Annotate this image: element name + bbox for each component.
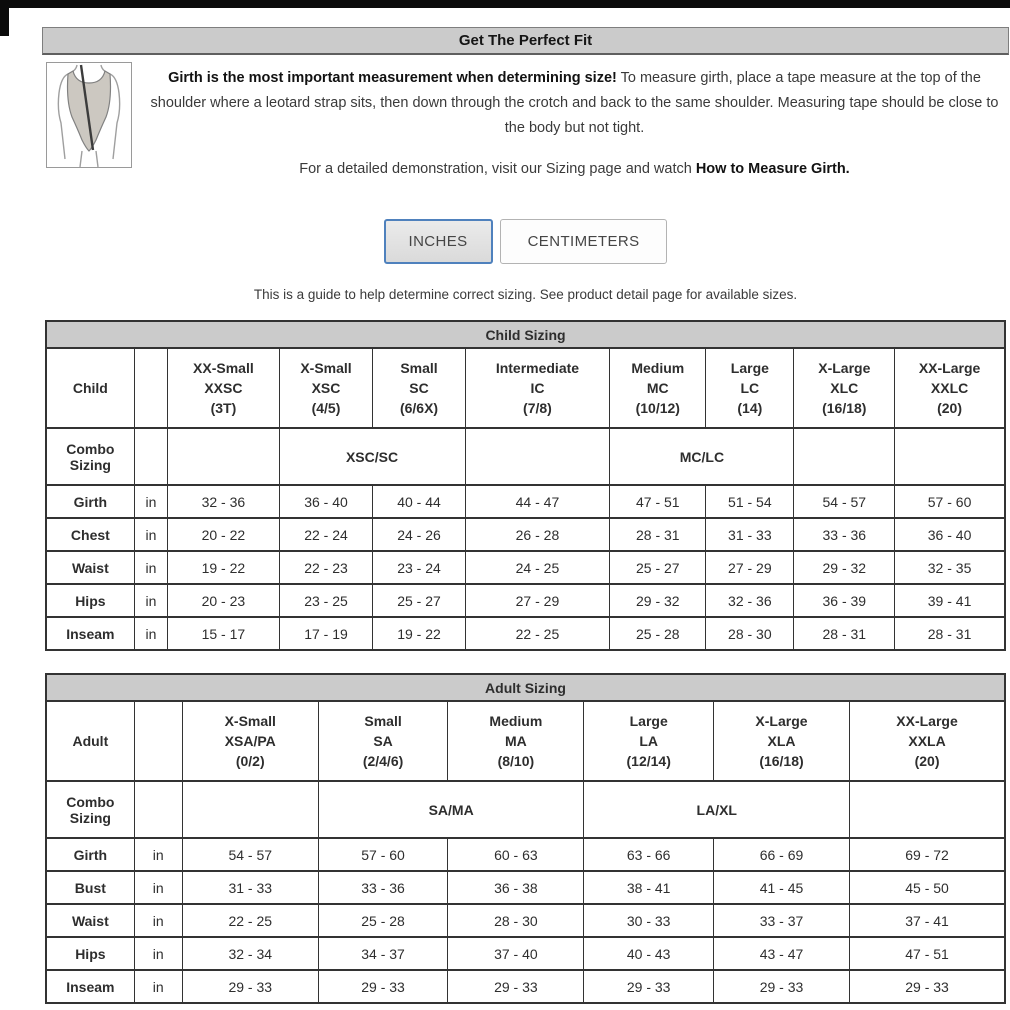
size-code: MA <box>504 733 527 749</box>
adult-table-unit-header <box>134 701 182 781</box>
size-range: (14) <box>737 400 763 416</box>
value-cell: 32 - 36 <box>706 584 794 617</box>
value-cell: 47 - 51 <box>850 937 1005 970</box>
value-cell: 54 - 57 <box>182 838 318 871</box>
unit-cell: in <box>134 838 182 871</box>
size-code: XXLA <box>908 733 946 749</box>
size-name: Medium <box>489 713 543 729</box>
value-cell: 63 - 66 <box>584 838 713 871</box>
value-cell: 44 - 47 <box>465 485 610 518</box>
value-cell: 29 - 32 <box>794 551 895 584</box>
combo-sizing-label: Combo Sizing <box>46 781 134 838</box>
adult-table-title: Adult Sizing <box>46 674 1005 701</box>
measure-row-label: Waist <box>46 904 134 937</box>
unit-cell: in <box>134 584 168 617</box>
unit-cell: in <box>134 518 168 551</box>
intro-text <box>132 62 1009 177</box>
value-cell: 36 - 38 <box>448 871 584 904</box>
size-name: X-Large <box>818 360 871 376</box>
value-cell: 22 - 25 <box>465 617 610 650</box>
measure-row-label: Hips <box>46 937 134 970</box>
value-cell: 37 - 40 <box>448 937 584 970</box>
size-code: LC <box>740 380 760 396</box>
size-name: X-Small <box>300 360 352 376</box>
size-range: (12/14) <box>626 753 671 769</box>
size-range: (8/10) <box>497 753 535 769</box>
size-code: LA <box>639 733 659 749</box>
size-column-header <box>318 701 447 781</box>
value-cell: 29 - 32 <box>610 584 706 617</box>
unit-cell: in <box>134 485 168 518</box>
value-cell: 51 - 54 <box>706 485 794 518</box>
size-range: (20) <box>914 753 940 769</box>
demo-note-bold: How to Measure Girth. <box>695 161 850 177</box>
value-cell: 20 - 22 <box>168 518 279 551</box>
combo-unit-cell <box>134 781 182 838</box>
value-cell: 34 - 37 <box>318 937 447 970</box>
size-column-header <box>448 701 584 781</box>
size-name: Intermediate <box>495 360 580 376</box>
size-code: XXLC <box>930 380 969 396</box>
value-cell: 31 - 33 <box>706 518 794 551</box>
value-cell: 24 - 25 <box>465 551 610 584</box>
guide-note: This is a guide to help determine correct sizing. See product detail page for available sizes. <box>253 287 798 302</box>
value-cell: 33 - 36 <box>794 518 895 551</box>
combo-sizing-label: Combo Sizing <box>46 428 134 485</box>
value-cell: 36 - 39 <box>794 584 895 617</box>
value-cell: 22 - 25 <box>182 904 318 937</box>
size-range: (7/8) <box>523 400 552 416</box>
girth-instructions <box>140 66 1009 141</box>
size-column-header <box>279 348 373 428</box>
value-cell: 28 - 30 <box>448 904 584 937</box>
size-range: (20) <box>937 400 963 416</box>
combo-empty-cell <box>182 781 318 838</box>
value-cell: 54 - 57 <box>794 485 895 518</box>
unit-cell: in <box>134 551 168 584</box>
value-cell: 43 - 47 <box>713 937 849 970</box>
size-column-header <box>168 348 279 428</box>
combo-empty-cell <box>850 781 1005 838</box>
value-cell: 28 - 31 <box>794 617 895 650</box>
size-range: (3T) <box>210 400 237 416</box>
value-cell: 22 - 24 <box>279 518 373 551</box>
value-cell: 29 - 33 <box>850 970 1005 1003</box>
measure-row-label: Bust <box>46 871 134 904</box>
value-cell: 17 - 19 <box>279 617 373 650</box>
value-cell: 30 - 33 <box>584 904 713 937</box>
size-column-header <box>610 348 706 428</box>
value-cell: 28 - 31 <box>610 518 706 551</box>
girth-instructions-rest: To measure girth, place a tape measure at the top of the shoulder where a leotard strap sits, then down through the crotch and back to the same shoulder. Measuring tape should be close to the body but not tight. <box>150 70 999 136</box>
intro-section <box>42 62 1009 177</box>
value-cell: 28 - 31 <box>895 617 1005 650</box>
size-column-header <box>465 348 610 428</box>
combo-cell: MC/LC <box>610 428 794 485</box>
value-cell: 41 - 45 <box>713 871 849 904</box>
combo-empty-cell <box>465 428 610 485</box>
size-name: Medium <box>631 360 685 376</box>
value-cell: 29 - 33 <box>182 970 318 1003</box>
value-cell: 40 - 44 <box>373 485 465 518</box>
size-column-header <box>794 348 895 428</box>
value-cell: 27 - 29 <box>465 584 610 617</box>
centimeters-button[interactable]: CENTIMETERS <box>500 219 668 264</box>
leotard-measurement-icon <box>46 62 132 168</box>
value-cell: 38 - 41 <box>584 871 713 904</box>
size-column-header <box>182 701 318 781</box>
screen-edge-left <box>0 0 9 36</box>
measure-row-label: Waist <box>46 551 134 584</box>
size-range: (0/2) <box>235 753 265 769</box>
measure-row-label: Hips <box>46 584 134 617</box>
combo-cell: SA/MA <box>318 781 584 838</box>
size-name: XX-Large <box>918 360 981 376</box>
value-cell: 27 - 29 <box>706 551 794 584</box>
value-cell: 69 - 72 <box>850 838 1005 871</box>
value-cell: 36 - 40 <box>895 518 1005 551</box>
value-cell: 57 - 60 <box>895 485 1005 518</box>
size-name: Small <box>364 713 402 729</box>
value-cell: 33 - 36 <box>318 871 447 904</box>
size-name: X-Small <box>224 713 276 729</box>
size-column-header <box>850 701 1005 781</box>
value-cell: 32 - 35 <box>895 551 1005 584</box>
value-cell: 19 - 22 <box>168 551 279 584</box>
value-cell: 29 - 33 <box>318 970 447 1003</box>
measure-row-label: Chest <box>46 518 134 551</box>
child-sizing-table <box>45 320 1006 651</box>
combo-empty-cell <box>168 428 279 485</box>
size-code: XLC <box>830 380 859 396</box>
value-cell: 23 - 24 <box>373 551 465 584</box>
size-name: X-Large <box>755 713 808 729</box>
value-cell: 32 - 36 <box>168 485 279 518</box>
value-cell: 22 - 23 <box>279 551 373 584</box>
size-code: SA <box>373 733 393 749</box>
value-cell: 29 - 33 <box>584 970 713 1003</box>
unit-cell: in <box>134 937 182 970</box>
size-column-header <box>584 701 713 781</box>
unit-cell: in <box>134 904 182 937</box>
leotard-figure-svg <box>47 63 131 167</box>
value-cell: 20 - 23 <box>168 584 279 617</box>
sizing-guide-page <box>42 27 1009 1004</box>
measure-row-label: Inseam <box>46 970 134 1003</box>
size-range: (16/18) <box>822 400 867 416</box>
value-cell: 15 - 17 <box>168 617 279 650</box>
value-cell: 40 - 43 <box>584 937 713 970</box>
size-code: XSA/PA <box>224 733 276 749</box>
value-cell: 45 - 50 <box>850 871 1005 904</box>
size-name: Small <box>400 360 438 376</box>
child-table-unit-header <box>134 348 168 428</box>
combo-empty-cell <box>895 428 1005 485</box>
combo-cell: LA/XL <box>584 781 850 838</box>
child-table-title: Child Sizing <box>46 321 1005 348</box>
size-name: Large <box>730 360 769 376</box>
size-range: (2/4/6) <box>362 753 404 769</box>
measure-row-label: Girth <box>46 485 134 518</box>
child-table-row-header: Child <box>46 348 134 428</box>
unit-toggle <box>42 219 1009 264</box>
adult-sizing-table <box>45 673 1006 1004</box>
size-code: SC <box>409 380 429 396</box>
value-cell: 19 - 22 <box>373 617 465 650</box>
size-code: XSC <box>311 380 341 396</box>
value-cell: 47 - 51 <box>610 485 706 518</box>
value-cell: 57 - 60 <box>318 838 447 871</box>
demo-note-prefix: For a detailed demonstration, visit our Sizing page and watch <box>299 161 696 177</box>
value-cell: 25 - 28 <box>318 904 447 937</box>
value-cell: 39 - 41 <box>895 584 1005 617</box>
combo-cell: XSC/SC <box>279 428 465 485</box>
value-cell: 29 - 33 <box>448 970 584 1003</box>
size-column-header <box>706 348 794 428</box>
value-cell: 25 - 28 <box>610 617 706 650</box>
value-cell: 37 - 41 <box>850 904 1005 937</box>
value-cell: 32 - 34 <box>182 937 318 970</box>
page-title: Get The Perfect Fit <box>42 27 1009 55</box>
girth-instructions-bold: Girth is the most important measurement when determining size! <box>168 70 617 86</box>
demo-note <box>140 161 1009 177</box>
value-cell: 25 - 27 <box>610 551 706 584</box>
size-range: (10/12) <box>635 400 680 416</box>
measure-row-label: Inseam <box>46 617 134 650</box>
size-name: XX-Large <box>896 713 958 729</box>
value-cell: 60 - 63 <box>448 838 584 871</box>
inches-button[interactable]: INCHES <box>384 219 493 264</box>
value-cell: 29 - 33 <box>713 970 849 1003</box>
value-cell: 28 - 30 <box>706 617 794 650</box>
size-code: XLA <box>767 733 796 749</box>
screen-edge-top <box>0 0 1010 8</box>
size-code: IC <box>530 380 545 396</box>
value-cell: 33 - 37 <box>713 904 849 937</box>
combo-empty-cell <box>794 428 895 485</box>
unit-cell: in <box>134 970 182 1003</box>
size-range: (16/18) <box>759 753 804 769</box>
unit-cell: in <box>134 617 168 650</box>
value-cell: 66 - 69 <box>713 838 849 871</box>
size-name: Large <box>629 713 668 729</box>
measure-row-label: Girth <box>46 838 134 871</box>
size-code: MC <box>646 380 669 396</box>
size-column-header <box>895 348 1005 428</box>
size-range: (6/6X) <box>399 400 439 416</box>
value-cell: 26 - 28 <box>465 518 610 551</box>
value-cell: 36 - 40 <box>279 485 373 518</box>
value-cell: 25 - 27 <box>373 584 465 617</box>
value-cell: 24 - 26 <box>373 518 465 551</box>
size-name: XX-Small <box>193 360 254 376</box>
value-cell: 31 - 33 <box>182 871 318 904</box>
size-column-header <box>373 348 465 428</box>
size-range: (4/5) <box>311 400 341 416</box>
combo-unit-cell <box>134 428 168 485</box>
value-cell: 23 - 25 <box>279 584 373 617</box>
size-column-header <box>713 701 849 781</box>
unit-cell: in <box>134 871 182 904</box>
size-code: XXSC <box>204 380 243 396</box>
adult-table-row-header: Adult <box>46 701 134 781</box>
